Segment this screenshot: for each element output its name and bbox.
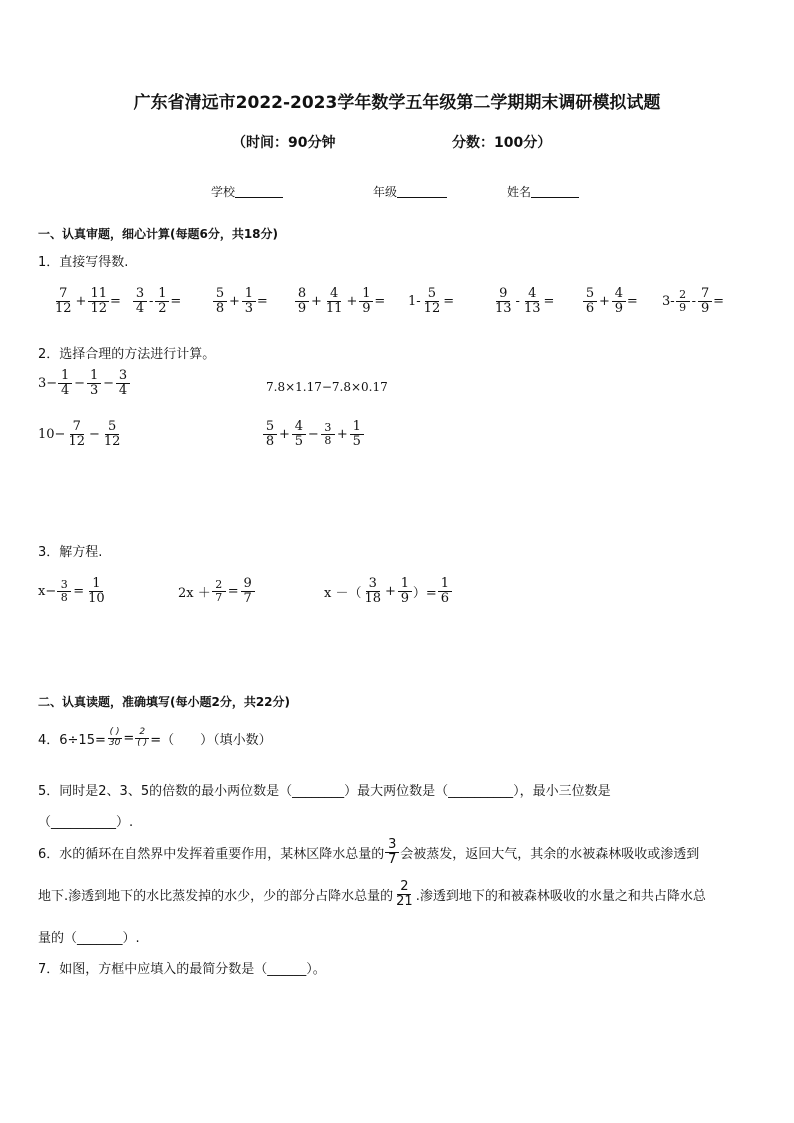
fraction: $\frac{9}{7}$	[241, 577, 255, 607]
fraction: $\frac{7}{12}$	[68, 419, 85, 450]
fraction: $\frac{4}{9}$	[612, 287, 626, 317]
fraction: $\frac{5}{12}$	[103, 419, 121, 450]
fraction: $\frac{8}{9}$	[295, 287, 309, 317]
q1-item-7: $\frac{5}{6}$ + $\frac{4}{9}$ =	[582, 287, 638, 317]
q5-line-1: 5．同时是2、3、5的倍数的最小两位数是（________）最大两位数是（__________），最小三位数是	[38, 784, 611, 799]
q6-line-1: 6．水的循环在自然界中发挥着重要作用，某林区降水总量的 $\frac{3}{7}$ 会被蒸发，返回大气，其余的水被森林吸收或渗透到	[38, 837, 700, 868]
fraction: $\frac{1}{3}$	[242, 287, 256, 317]
fraction: $\frac{5}{8}$	[213, 287, 227, 317]
name-blank[interactable]	[531, 185, 579, 198]
q1-item-3: $\frac{5}{8}$ + $\frac{1}{3}$ =	[212, 287, 268, 317]
fraction: $\frac{3}{4}$	[133, 287, 147, 317]
fraction: $\frac{3}{18}$	[364, 576, 382, 607]
fraction: $\frac{1}{4}$	[58, 369, 72, 399]
q5-line-2: （__________）.	[38, 815, 134, 830]
school-blank[interactable]	[235, 185, 283, 198]
name-label: 姓名	[507, 185, 532, 199]
q2-expr-2: 7.8×1.17−7.8×0.17	[266, 380, 388, 394]
q3-equation-3: x －（ $\frac{3}{18}$ + $\frac{1}{9}$ ）= $\frac{1}{6}$	[324, 577, 453, 607]
q4: 4．6÷15= $\frac{( )}{30}$ = $\frac{2}{( )}$ =（ ）（填小数）	[38, 727, 272, 748]
fraction: $\frac{5}{8}$	[263, 420, 277, 450]
section1-heading: 一、认真审题，细心计算(每题6分，共18分)	[38, 227, 279, 241]
q2-expr-4: $\frac{5}{8}$ + $\frac{4}{5}$ − $\frac{3}{8}$ + $\frac{1}{5}$	[262, 420, 365, 450]
fraction: $\frac{3}{8}$	[321, 422, 335, 447]
fraction: $\frac{3}{7}$	[385, 838, 399, 868]
q2-expr-1: 3− $\frac{1}{4}$ − $\frac{1}{3}$ − $\frac{3}{4}$	[38, 369, 131, 399]
fraction: $\frac{1}{9}$	[398, 577, 412, 607]
fraction: $\frac{3}{8}$	[57, 579, 71, 604]
fraction: $\frac{1}{2}$	[155, 287, 169, 317]
fraction: $\frac{2}{7}$	[212, 579, 226, 604]
q1-item-5: 1- $\frac{5}{12}$ =	[408, 286, 455, 317]
q7: 7．如图，方框中应填入的最简分数是（______）。	[38, 962, 326, 977]
fraction: $\frac{11}{12}$	[90, 286, 107, 317]
q1-item-6: $\frac{9}{13}$ - $\frac{4}{13}$ =	[495, 286, 555, 317]
section2-heading: 二、认真读题，准确填写(每小题2分，共22分)	[38, 695, 291, 709]
fraction: $\frac{1}{3}$	[87, 369, 101, 399]
exam-time: （时间：90分钟	[232, 135, 336, 151]
fraction: $\frac{3}{4}$	[116, 369, 130, 399]
q1-item-4: $\frac{8}{9}$ + $\frac{4}{11}$ + $\frac{1}{9}$ =	[294, 287, 385, 317]
fraction: $\frac{7}{9}$	[698, 287, 712, 317]
fraction: $\frac{2}{21}$	[396, 879, 413, 910]
q3-label: 3．解方程.	[38, 545, 103, 560]
fraction: $\frac{4}{11}$	[325, 286, 343, 317]
q2-expr-3: 10− $\frac{7}{12}$ − $\frac{5}{12}$	[38, 419, 121, 450]
fraction: $\frac{( )}{30}$	[108, 727, 121, 748]
fraction: $\frac{1}{10}$	[88, 576, 105, 607]
q3-equation-1: x− $\frac{3}{8}$ = $\frac{1}{10}$	[38, 576, 105, 607]
q6-line-3: 量的（_______）.	[38, 931, 140, 946]
fraction: $\frac{7}{12}$	[55, 286, 72, 317]
q1-item-8: 3- $\frac{2}{9}$ - $\frac{7}{9}$ =	[662, 286, 724, 317]
fraction: $\frac{1}{6}$	[438, 577, 452, 607]
grade-blank[interactable]	[397, 185, 447, 198]
fraction: $\frac{2}{9}$	[676, 289, 690, 314]
exam-score: 分数：100分）	[452, 135, 552, 151]
exam-title: 广东省清远市2022-2023学年数学五年级第二学期期末调研模拟试题	[133, 93, 661, 113]
q2-label: 2．选择合理的方法进行计算。	[38, 347, 216, 362]
fraction: $\frac{5}{12}$	[423, 286, 441, 317]
fraction: $\frac{2}{( )}$	[135, 728, 149, 749]
grade-field[interactable]	[373, 183, 447, 200]
fraction: $\frac{4}{13}$	[523, 286, 541, 317]
fraction: $\frac{1}{9}$	[359, 287, 373, 317]
name-field[interactable]	[507, 183, 579, 200]
fraction: $\frac{4}{5}$	[292, 420, 306, 450]
q1-label: 1．直接写得数.	[38, 255, 129, 270]
q3-equation-2: 2x ＋ $\frac{2}{7}$ = $\frac{9}{7}$	[178, 577, 256, 607]
grade-label: 年级	[373, 185, 398, 199]
school-field[interactable]	[211, 183, 283, 200]
q1-item-1: $\frac{7}{12}$ + $\frac{11}{12}$ =	[55, 286, 121, 317]
q6-line-2: 地下.渗透到地下的水比蒸发掉的水少，少的部分占降水总量的 $\frac{2}{21}$ .渗透到地下的和被森林吸收的水量之和共占降水总	[38, 879, 706, 910]
fraction: $\frac{9}{13}$	[495, 286, 512, 317]
fraction: $\frac{5}{6}$	[583, 287, 597, 317]
school-label: 学校	[211, 185, 236, 199]
q1-item-2: $\frac{3}{4}$ - $\frac{1}{2}$ =	[132, 287, 181, 317]
fraction: $\frac{1}{5}$	[350, 420, 364, 450]
